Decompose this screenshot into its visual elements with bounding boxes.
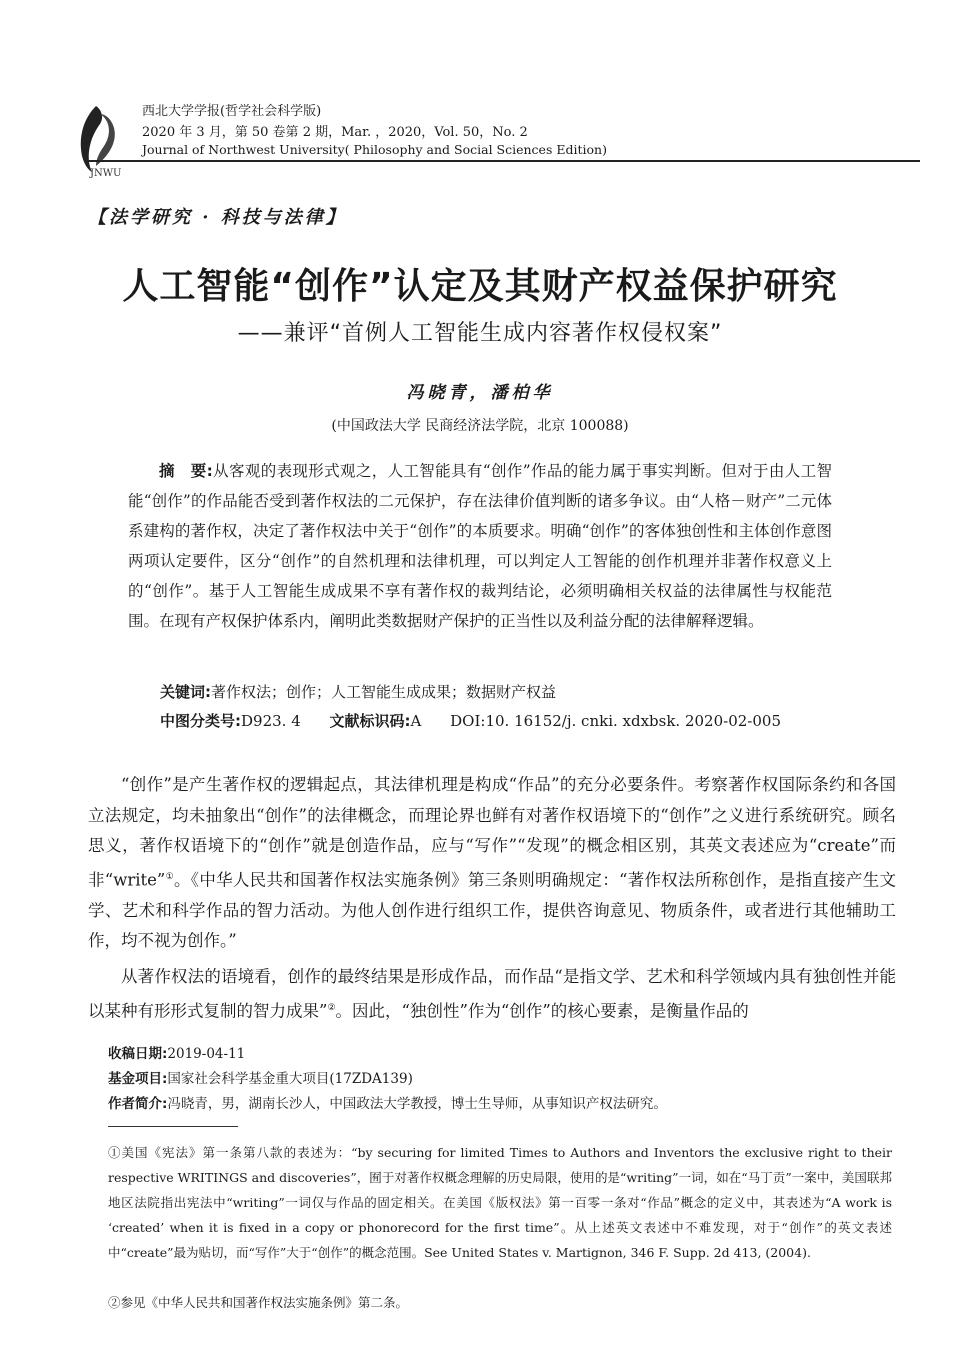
fund-info	[108, 1067, 413, 1087]
doi: DOI:10. 16152/j. cnki. xdxbsk. 2020-02-005	[450, 712, 781, 730]
footnote-rule	[108, 1126, 238, 1127]
classification-line	[160, 710, 805, 731]
footnote-ref-2[interactable]: ②	[327, 1002, 336, 1013]
article-subtitle: ——兼评“首例人工智能生成内容著作权侵权案”	[237, 321, 723, 346]
body-p1-text: “创作”是产生著作权的逻辑起点，其法律机理是构成“作品”的充分必要条件。考察著作权国际条约和各国立法规定，均未抽象出“创作”的法律概念，而理论界也鲜有对著作权语境下的“创作”之义进行系统研究。顾名思义，著作权语境下的“创作”就是创造作品，应与“写作”“发现”的概念相区别，其英文表述应为“create”而非“write”	[88, 775, 896, 889]
received-date	[108, 1042, 245, 1062]
body-paragraph-2	[88, 962, 896, 1027]
article-title: 人工智能“创作”认定及其财产权益保护研究	[122, 266, 838, 307]
journal-name: 西北大学学报(哲学社会科学版)	[142, 104, 322, 119]
authors: 冯晓青，潘柏华	[406, 383, 554, 403]
header-rule	[88, 160, 920, 162]
received-label: 收稿日期:	[108, 1046, 168, 1062]
abstract-text: 从客观的表现形式观之，人工智能具有“创作”作品的能力属于事实判断。但对于由人工智能“创作”的作品能否受到著作权法的二元保护，存在法律价值判断的诸多争议。由“人格－财产”二元体系建构的著作权，决定了著作权法中关于“创作”的本质要求。明确“创作”的客体独创性和主体创作意图两项认定要件，区分“创作”的自然机理和法律机理，可以判定人工智能的创作机理并非著作权意义上的“创作”。基于人工智能生成成果不享有著作权的裁判结论，必须明确相关权益的法律属性与权能范围。在现有产权保护体系内，阐明此类数据财产保护的正当性以及利益分配的法律解释逻辑。	[128, 462, 832, 630]
footnote-ref-1[interactable]: ①	[165, 871, 174, 882]
footnote-1: ①美国《宪法》第一条第八款的表述为：“by securing for limited Times to Authors and Inventors the exclusive right to their respective WRITINGS and discoveries”，囿于对著作权概念理解的历史局限，使用的是“writing”一词，如在“马丁贡”一案中，美国联邦地区法院指出宪法中“writing”一词仅与作品的固定相关。在美国《版权法》第一百零一条对“作品”概念的定义中，其表述为“A work is ‘created’ when it is fixed in a copy or phonorecord for the first time”。从上述英文表述中不难发现，对于“创作”的英文表述中“create”最为贴切，而“写作”大于“创作”的概念范围。See United States v. Martignon, 346 F. Supp. 2d 413, (2004).	[108, 1145, 892, 1260]
doc-code-value: A	[410, 712, 422, 730]
affiliation: (中国政法大学 民商经济法学院，北京 100088)	[331, 418, 629, 434]
journal-name-en: Journal of Northwest University( Philosophy and Social Sciences Edition)	[142, 142, 607, 157]
keywords	[160, 681, 556, 702]
logo-text: JNWU	[90, 168, 122, 178]
fund-label: 基金项目:	[108, 1071, 168, 1087]
journal-logo	[66, 100, 134, 178]
abstract-label: 摘 要:	[159, 462, 213, 480]
body-p2-tail: 。因此，“独创性”作为“创作”的核心要素，是衡量作品的	[335, 1001, 749, 1020]
fund-value: 国家社会科学基金重大项目(17ZDA139)	[167, 1071, 413, 1087]
keywords-text: 著作权法；创作；人工智能生成成果；数据财产权益	[211, 683, 557, 701]
body-p1-tail: 。《中华人民共和国著作权法实施条例》第三条则明确规定：“著作权法所称创作，是指直接产生文学、艺术和科学作品的智力活动。为他人创作进行组织工作，提供咨询意见、物质条件，或者进行其他辅助工作，均不视为创作。”	[88, 870, 896, 950]
journal-issue: 2020 年 3 月，第 50 卷第 2 期，Mar. ，2020，Vol. 50，No. 2	[142, 125, 528, 140]
clc-label: 中图分类号:	[160, 712, 241, 730]
clc-value: D923. 4	[241, 712, 301, 730]
body-p2-text: 从著作权法的语境看，创作的最终结果是形成作品，而作品“是指文学、艺术和科学领域内具有独创性并能以某种有形形式复制的智力成果”	[88, 967, 896, 1020]
author-label: 作者简介:	[108, 1096, 168, 1112]
author-info	[108, 1092, 667, 1112]
author-value: 冯晓青，男，湖南长沙人，中国政法大学教授，博士生导师，从事知识产权法研究。	[167, 1096, 667, 1112]
footnote-2: ②参见《中华人民共和国著作权法实施条例》第二条。	[108, 1295, 409, 1310]
section-label: 【法学研究 · 科技与法律】	[88, 207, 347, 228]
body-paragraph-1	[88, 770, 896, 957]
keywords-label: 关键词:	[160, 683, 211, 701]
received-value: 2019-04-11	[167, 1046, 246, 1062]
doc-code-label: 文献标识码:	[329, 712, 411, 730]
abstract	[128, 456, 832, 636]
